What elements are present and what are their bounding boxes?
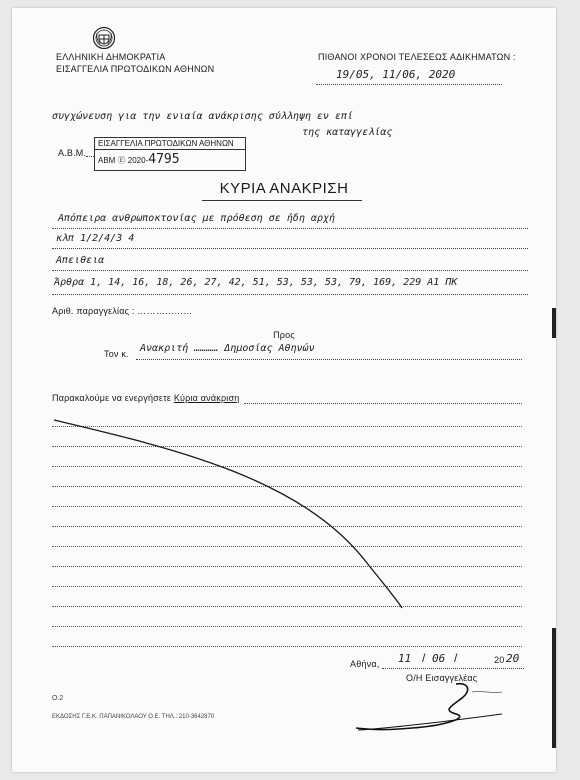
office-name: ΕΙΣΑΓΓΕΛΙΑ ΠΡΩΤΟΔΙΚΩΝ ΑΘΗΝΩΝ	[56, 64, 215, 74]
ruled-line	[52, 586, 522, 587]
scan-edge-mark	[552, 308, 556, 338]
addressee-heading: Προς	[273, 330, 295, 340]
limitation-field	[316, 70, 502, 85]
charge-line-1	[52, 214, 528, 229]
charge-text-1: Απόπειρα ανθρωποκτονίας με πρόθεση σε ήδη αρχή	[58, 213, 335, 224]
charge-line-3	[52, 256, 528, 271]
scan-edge-mark	[552, 628, 556, 748]
abm-dots	[86, 156, 94, 157]
signatory-label: Ο/Η Εισαγγελέας	[406, 673, 478, 683]
charge-text-4: Άρθρα 1, 14, 16, 18, 26, 27, 42, 51, 53, 53, 53, 79, 169, 229 Α1 ΠΚ	[54, 277, 458, 288]
order-number-label: Αριθ. παραγγελίας : ………………	[52, 306, 193, 316]
printer-line: ΕΚΔΟΣΗΣ Γ.Ε.Κ. ΠΑΠΑΝΙΚΟΛΑΟΥ Ο.Ε. ΤΗΛ.: 210-3642870	[52, 714, 215, 720]
abm-stamp-office: ΕΙΣΑΓΓΕΛΙΑ ΠΡΩΤΟΔΙΚΩΝ ΑΘΗΝΩΝ	[95, 138, 245, 150]
charge-line-2	[52, 234, 528, 249]
addressee-label: Τον κ.	[104, 349, 129, 359]
abm-stamp-prefix: ΑΒΜ Ⓔ 2020-	[98, 156, 149, 165]
title-underline	[202, 200, 362, 201]
ruled-line	[52, 526, 522, 527]
ruled-line	[52, 626, 522, 627]
addressee-field	[136, 345, 522, 360]
document-page	[12, 8, 556, 772]
abm-stamp-number: 4795	[148, 152, 180, 167]
ruled-line	[52, 466, 522, 467]
date-day: 11	[398, 652, 412, 665]
date-field	[382, 651, 524, 669]
abm-label: Α.Β.Μ.	[58, 148, 87, 158]
request-underlined: Κύρια ανάκριση	[173, 393, 240, 403]
ruled-line	[52, 566, 522, 567]
handwritten-note-line1: συγχώνευση για την ενιαία ανάκρισης σύλληψη εν επί	[52, 111, 354, 122]
charge-text-2: κλπ 1/2/4/3 4	[56, 233, 135, 244]
limitation-label: ΠΙΘΑΝΟΙ ΧΡΟΝΟΙ ΤΕΛΕΣΕΩΣ ΑΔΙΚΗΜΑΤΩΝ :	[318, 52, 516, 62]
abm-stamp	[94, 137, 246, 171]
date-year-suffix: 20	[506, 652, 520, 665]
ruled-line	[52, 426, 522, 427]
page-code: Ο.2	[52, 695, 64, 702]
date-month: 06	[432, 652, 446, 665]
request-line-dots	[244, 403, 522, 404]
prosecutor-signature	[352, 678, 522, 738]
ruled-line	[52, 486, 522, 487]
ruled-line	[52, 546, 522, 547]
date-slash: /	[422, 651, 426, 665]
addressee-value: Ανακριτή ………… Δημοσίας Αθηνών	[140, 343, 315, 354]
charge-line-4	[52, 278, 528, 295]
date-slash: /	[454, 651, 458, 665]
charge-text-3: Απειθεια	[56, 255, 105, 266]
ruled-line	[52, 606, 522, 607]
date-place: Αθήνα,	[350, 659, 380, 669]
country-name: ΕΛΛΗΝΙΚΗ ΔΗΜΟΚΡΑΤΙΑ	[56, 52, 166, 62]
request-line: Παρακαλούμε να ενεργήσετε Κύρια ανάκριση	[52, 393, 240, 403]
handwritten-note-line2: της καταγγελίας	[302, 127, 393, 138]
greek-emblem-icon	[92, 26, 116, 50]
limitation-dates: 19/05, 11/06, 2020	[336, 68, 456, 81]
ruled-line	[52, 646, 522, 647]
ruled-line	[52, 506, 522, 507]
ruled-line	[52, 446, 522, 447]
abm-stamp-number-row	[95, 150, 245, 169]
date-year-prefix: 20	[494, 655, 505, 665]
document-title: ΚΥΡΙΑ ΑΝΑΚΡΙΣΗ	[219, 180, 349, 197]
